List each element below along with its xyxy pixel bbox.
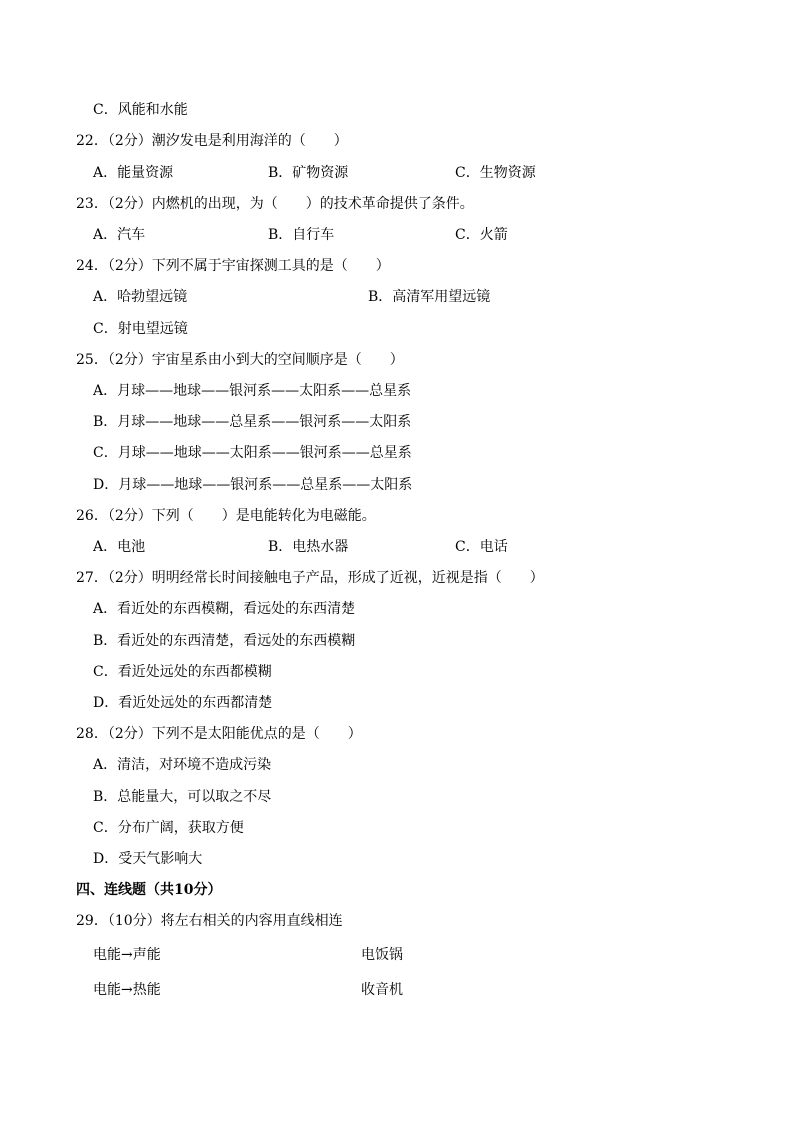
q25-option-b: B．月球——地球——总星系——银河系——太阳系 bbox=[93, 414, 412, 430]
q23-stem: 23．（2分）内燃机的出现，为（ ）的技术革命提供了条件。 bbox=[76, 196, 474, 212]
q24-option-a: A．哈勃望远镜 bbox=[93, 289, 188, 305]
q25-option-c: C．月球——地球——太阳系——银河系——总星系 bbox=[93, 445, 412, 461]
q28-option-d: D．受天气影响大 bbox=[93, 851, 203, 867]
q23-option-b: B．自行车 bbox=[268, 227, 335, 243]
q27-option-a: A．看近处的东西模糊，看远处的东西清楚 bbox=[93, 601, 356, 617]
section-heading-matching: 四、连线题（共10分） bbox=[76, 882, 222, 898]
q23-option-c: C．火箭 bbox=[455, 227, 508, 243]
q29-left-item-1: 电能→声能 bbox=[93, 947, 161, 963]
q27-option-d: D．看近处远处的东西都清楚 bbox=[93, 695, 273, 711]
q26-stem: 26．（2分）下列（ ）是电能转化为电磁能。 bbox=[76, 508, 376, 524]
q22-option-a: A．能量资源 bbox=[93, 165, 174, 181]
q22-stem: 22．（2分）潮汐发电是利用海洋的（ ） bbox=[76, 133, 348, 149]
q28-option-b: B．总能量大，可以取之不尽 bbox=[93, 789, 272, 805]
q27-option-b: B．看近处的东西清楚，看远处的东西模糊 bbox=[93, 633, 356, 649]
q27-stem: 27．（2分）明明经常长时间接触电子产品，形成了近视，近视是指（ ） bbox=[76, 570, 544, 586]
q29-stem: 29．（10分）将左右相关的内容用直线相连 bbox=[76, 913, 343, 929]
q23-option-a: A．汽车 bbox=[93, 227, 146, 243]
q25-option-a: A．月球——地球——银河系——太阳系——总星系 bbox=[93, 383, 412, 399]
q26-option-c: C．电话 bbox=[455, 539, 508, 555]
q29-right-item-1: 电饭锅 bbox=[361, 947, 403, 963]
q24-option-b: B．高清军用望远镜 bbox=[368, 289, 491, 305]
q26-option-b: B．电热水器 bbox=[268, 539, 349, 555]
q25-stem: 25．（2分）宇宙星系由小到大的空间顺序是（ ） bbox=[76, 352, 404, 368]
q27-option-c: C．看近处远处的东西都模糊 bbox=[93, 664, 272, 680]
q28-stem: 28．（2分）下列不是太阳能优点的是（ ） bbox=[76, 726, 362, 742]
q28-option-a: A．清洁，对环境不造成污染 bbox=[93, 757, 272, 773]
q29-right-item-2: 收音机 bbox=[361, 982, 403, 998]
q24-option-c: C．射电望远镜 bbox=[93, 321, 188, 337]
q25-option-d: D．月球——地球——银河系——总星系——太阳系 bbox=[93, 477, 413, 493]
q26-option-a: A．电池 bbox=[93, 539, 146, 555]
q28-option-c: C．分布广阔，获取方便 bbox=[93, 820, 244, 836]
q22-option-c: C．生物资源 bbox=[455, 165, 536, 181]
q29-left-item-2: 电能→热能 bbox=[93, 982, 161, 998]
q22-option-b: B．矿物资源 bbox=[268, 165, 349, 181]
q21-option-c: C．风能和水能 bbox=[93, 102, 188, 118]
q24-stem: 24．（2分）下列不属于宇宙探测工具的是（ ） bbox=[76, 258, 390, 274]
